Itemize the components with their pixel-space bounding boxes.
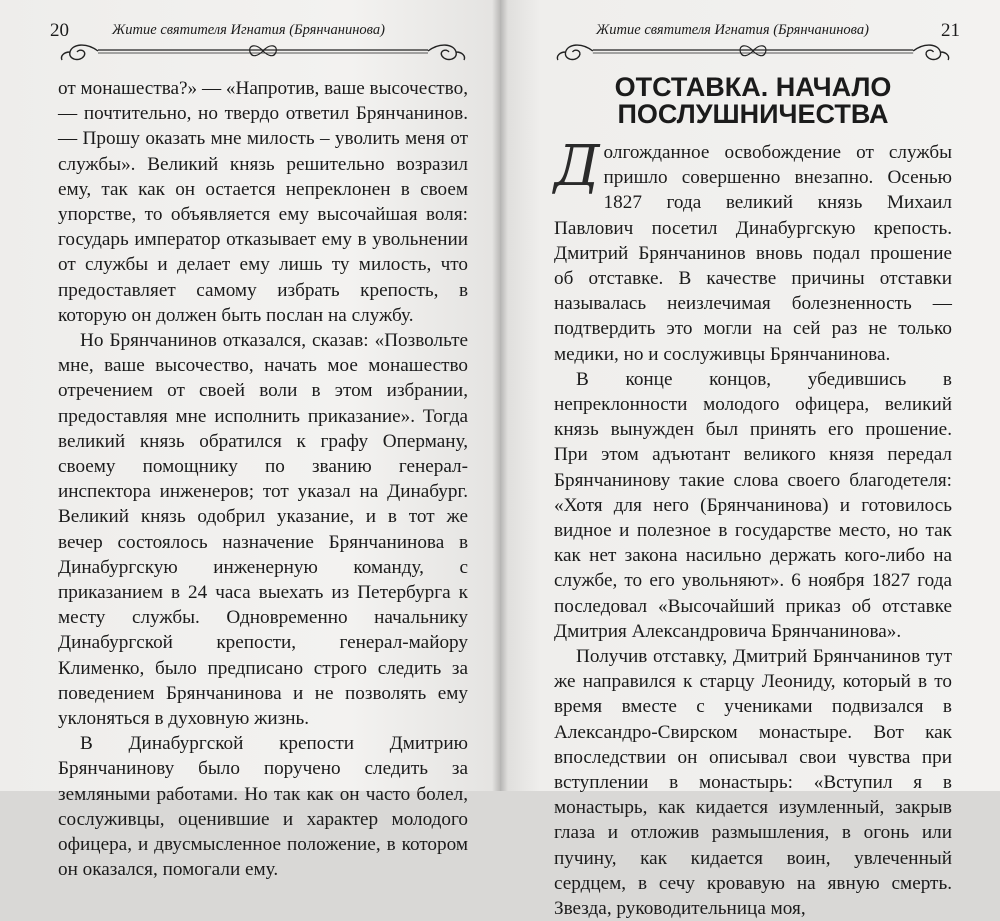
- paragraph: Получив отставку, Дмитрий Брянчанинов тут же направился к старцу Леониду, который в то время вместе с учениками подвизался в Александро-Свирском монастыре. Вот как впоследствии он описывал свои чувства при вступлении в монастырь: «Вступил я в монастырь, как кидается изумленный, закрыв глаза и отложив размышления, в огонь или пучину, как кидается воин, увлеченный сердцем, в сечу кровавую на явную смерть. Звезда, руководительница моя,: [554, 646, 952, 920]
- page-number: 21: [941, 20, 960, 41]
- opening-paragraph: [554, 134, 952, 367]
- left-page-body: [58, 76, 468, 883]
- running-head-left: [50, 18, 468, 44]
- chapter-title: [554, 74, 952, 128]
- left-page: [0, 0, 500, 881]
- opening-paragraph-text: олгожданное освобождение от службы пришло совершенно внезапно. Осенью 1827 года великий князь Михаил Павлович посетил Динабургскую крепость. Дмитрий Брянчанинов вновь подал прошение об отставке. В качестве причины отставки называлась неизлечимая болезненность — подтвердить это могли на сей раз не только медики, но и сослуживцы Брянчанинова.: [554, 142, 952, 365]
- paragraph: В Динабургской крепости Дмитрию Брянчанинову было поручено следить за земляными работами. Но так как он часто болел, сослуживцы, оценившие и характер молодого офицера, и двусмысленное положение, в котором он оказался, помогали ему.: [58, 733, 468, 881]
- right-page-body: [554, 134, 952, 921]
- running-head-title: Житие святителя Игнатия (Брянчанинова): [596, 22, 869, 38]
- paragraph: Но Брянчанинов отказался, сказав: «Позвольте мне, ваше высочество, начать мое монашество отречением от своей воли в этом избрании, предоставляя мне исполнить приказание». Тогда великий князь обратился к графу Оперману, своему помощнику по званию генерал-инспектора инженеров; тот указал на Динабург. Великий князь одобрил указание, и в тот же вечер состоялось назначение Брянчанинова в Динабургскую инженерную команду, с приказанием в 24 часа выехать из Петербурга к месту службы. Одновременно начальнику Динабургской крепости, генерал-майору Клименко, было предписано строго следить за поведением Брянчанинова и не позволять ему уклоняться в духовную жизнь.: [58, 330, 468, 730]
- running-head-right: [554, 18, 960, 44]
- paragraph: В конце концов, убедившись в непреклонности молодого офицера, великий князь вынужден был принять его прошение. При этом адъютант великого князя передал Брянчанинову такие слова своего благодетеля: «Хотя для него (Брянчанинова) и готовилось видное и полезное в государстве место, но так как нет закона насильно держать кого-либо на службе, то его увольняют». 6 ноября 1827 года последовал «Высочайший приказ об отставке Дмитрия Александровича Брянчанинова».: [554, 368, 952, 642]
- chapter-title-line: ПОСЛУШНИЧЕСТВА: [617, 99, 889, 129]
- chapter-title-line: ОТСТАВКА. НАЧАЛО: [614, 72, 892, 102]
- drop-cap: Д: [554, 134, 600, 199]
- page-number: 20: [50, 20, 69, 41]
- running-head-title: Житие святителя Игнатия (Брянчанинова): [112, 22, 385, 38]
- book-gutter: [492, 0, 508, 791]
- right-page: [500, 0, 1000, 920]
- paragraph: от монашества?» — «Напротив, ваше высочество, — почтительно, но твердо ответил Брянчанинов. — Прошу оказать мне милость – уволить меня от службы». Великий князь решительно возразил ему, так как он остается непреклонен в своем упорстве, то объявляется ему высочайшая воля: государь император отказывает ему в увольнении от службы и делает ему лишь ту милость, что предоставляет самому избрать крепость, в которую он должен быть послан на службу.: [58, 78, 468, 326]
